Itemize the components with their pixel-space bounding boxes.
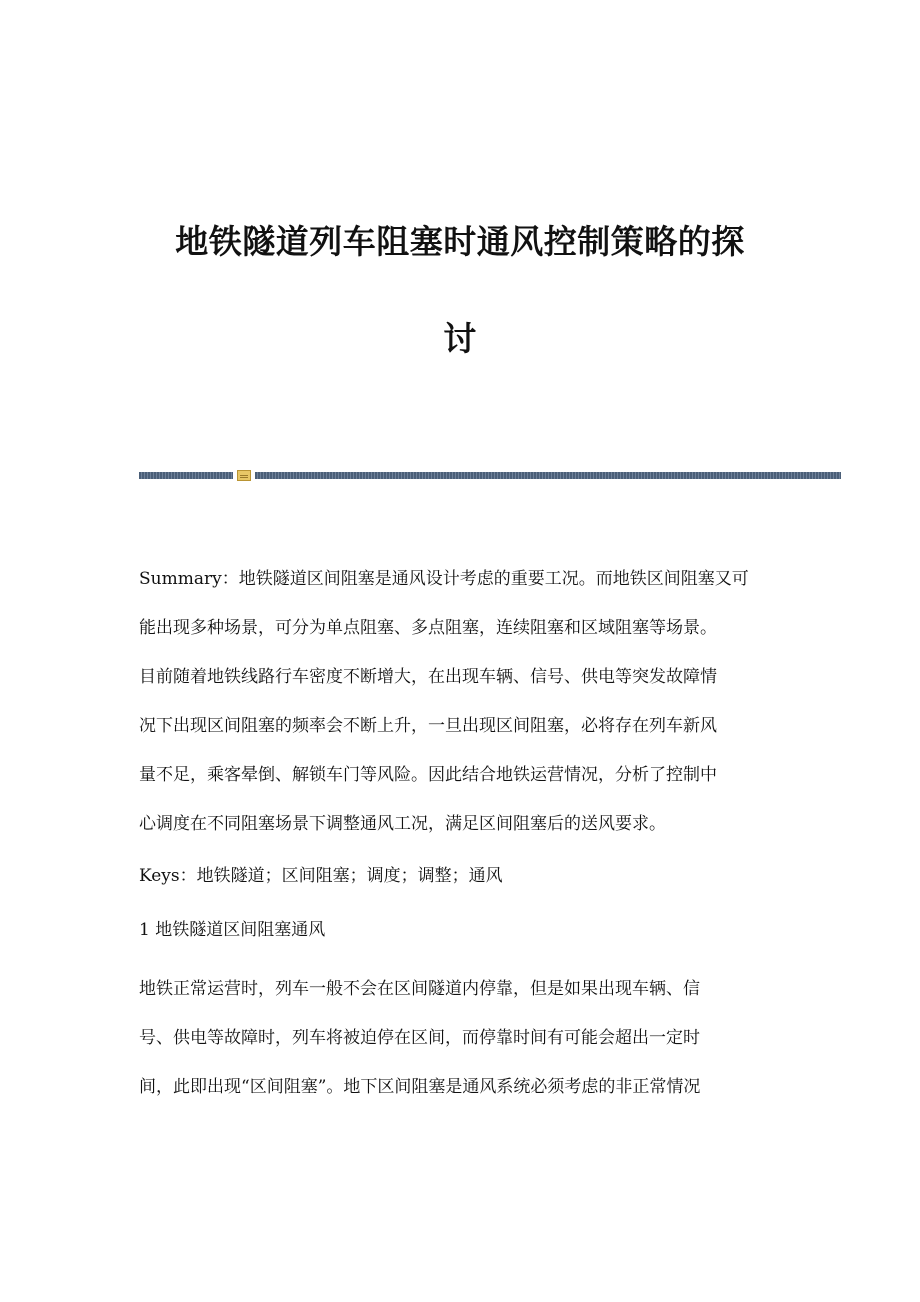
title-divider bbox=[139, 470, 841, 482]
summary-line-6: 心调度在不同阻塞场景下调整通风工况，满足区间阻塞后的送风要求。 bbox=[139, 814, 666, 834]
body-line-1: 地铁正常运营时，列车一般不会在区间隧道内停靠，但是如果出现车辆、信 bbox=[139, 979, 700, 999]
summary-line-1: Summary：地铁隧道区间阻塞是通风设计考虑的重要工况。而地铁区间阻塞又可 bbox=[139, 569, 749, 589]
summary-line-3: 目前随着地铁线路行车密度不断增大，在出现车辆、信号、供电等突发故障情 bbox=[139, 667, 717, 687]
body-line-3: 间，此即出现“区间阻塞”。地下区间阻塞是通风系统必须考虑的非正常情况 bbox=[139, 1077, 701, 1097]
section-heading: 1 地铁隧道区间阻塞通风 bbox=[139, 920, 326, 940]
divider-ornament-icon bbox=[237, 470, 251, 481]
keywords-line: Keys：地铁隧道；区间阻塞；调度；调整；通风 bbox=[139, 866, 503, 886]
summary-line-2: 能出现多种场景，可分为单点阻塞、多点阻塞，连续阻塞和区域阻塞等场景。 bbox=[139, 618, 717, 638]
divider-bar-right bbox=[255, 472, 841, 479]
summary-line-5: 量不足，乘客晕倒、解锁车门等风险。因此结合地铁运营情况，分析了控制中 bbox=[139, 765, 717, 785]
document-title-line-1: 地铁隧道列车阻塞时通风控制策略的探 bbox=[175, 222, 745, 261]
summary-line-4: 况下出现区间阻塞的频率会不断上升，一旦出现区间阻塞，必将存在列车新风 bbox=[139, 716, 717, 736]
document-title-line-2: 讨 bbox=[443, 319, 477, 358]
body-line-2: 号、供电等故障时，列车将被迫停在区间，而停靠时间有可能会超出一定时 bbox=[139, 1028, 700, 1048]
divider-bar-left bbox=[139, 472, 233, 479]
